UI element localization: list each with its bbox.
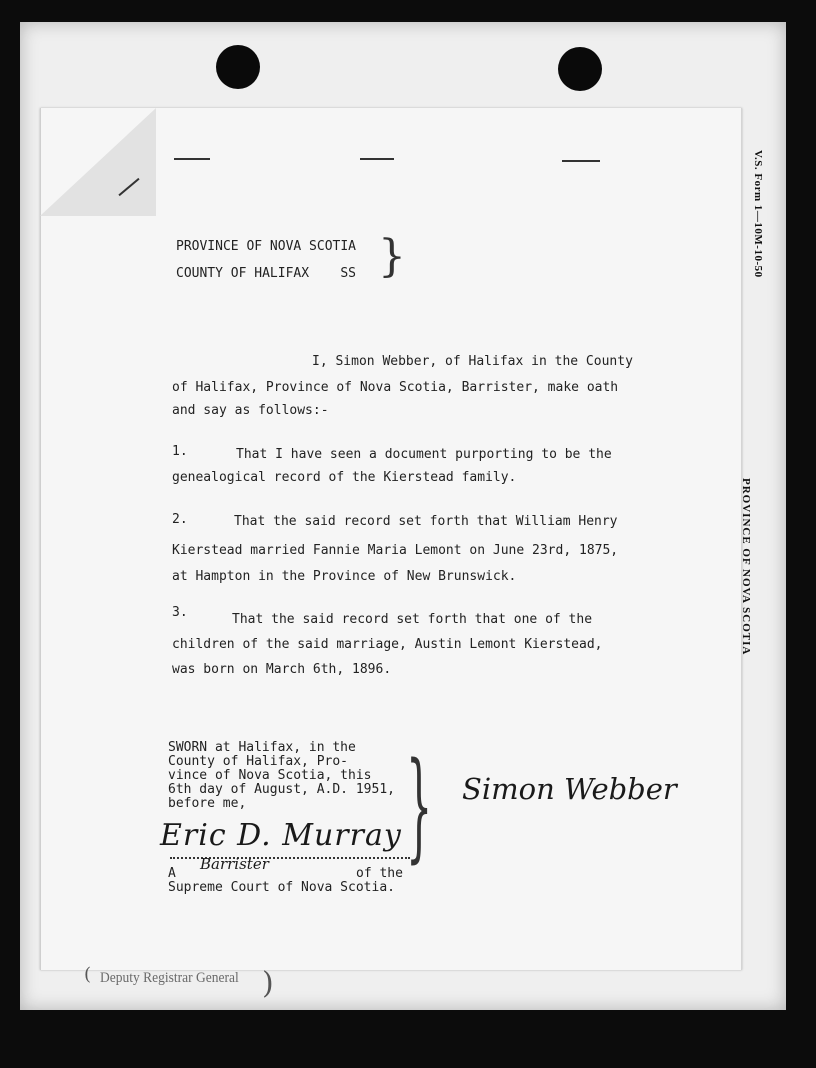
intro-line: of Halifax, Province of Nova Scotia, Barrister, make oath — [172, 380, 619, 395]
venue-province: PROVINCE OF NOVA SCOTIA — [176, 239, 357, 254]
punch-hole-right — [558, 47, 602, 91]
jurat-line: vince of Nova Scotia, this — [168, 768, 372, 783]
deponent-signature: Simon Webber — [462, 772, 677, 806]
paragraph-line: That I have seen a document purporting to be the — [236, 447, 612, 462]
venue-brace: } — [378, 231, 406, 282]
paragraph-number: 2. — [172, 512, 188, 527]
commissioner-of: of the — [356, 866, 403, 881]
jurat-line: 6th day of August, A.D. 1951, — [168, 782, 395, 797]
staple-mark — [562, 160, 600, 162]
jurat-line: SWORN at Halifax, in the — [168, 740, 356, 755]
intro-line: and say as follows:- — [172, 403, 329, 418]
stray-mark: ( — [84, 964, 92, 985]
commissioner-title: Barrister — [200, 855, 269, 873]
paragraph-line: That the said record set forth that William Henry — [234, 514, 618, 529]
jurat-brace: } — [406, 736, 433, 874]
paragraph-number: 1. — [172, 444, 188, 459]
commissioner-signature: Eric D. Murray — [160, 818, 402, 853]
paragraph-line: was born on March 6th, 1896. — [172, 662, 392, 677]
intro-line: I, Simon Webber, of Halifax in the County — [312, 354, 633, 369]
paragraph-number: 3. — [172, 605, 188, 620]
punch-hole-left — [216, 45, 260, 89]
staple-mark — [174, 158, 210, 160]
jurat-line: before me, — [168, 796, 247, 811]
court-name: Supreme Court of Nova Scotia. — [168, 880, 395, 895]
paragraph-line: children of the said marriage, Austin Lemont Kierstead, — [172, 637, 603, 652]
stray-mark: ) — [262, 966, 274, 1001]
form-code: V.S. Form 1—10M-10-50 — [752, 150, 764, 278]
commissioner-a: A — [168, 866, 176, 881]
registrar-stamp: Deputy Registrar General — [100, 970, 239, 986]
paragraph-line: Kierstead married Fannie Maria Lemont on June 23rd, 1875, — [172, 543, 619, 558]
paragraph-line: at Hampton in the Province of New Brunswick. — [172, 569, 517, 584]
side-province-label: PROVINCE OF NOVA SCOTIA — [740, 478, 752, 656]
paragraph-line: genealogical record of the Kierstead family. — [172, 470, 517, 485]
staple-mark — [360, 158, 394, 160]
jurat-line: County of Halifax, Pro- — [168, 754, 349, 769]
paragraph-line: That the said record set forth that one of the — [232, 612, 593, 627]
venue-county: COUNTY OF HALIFAX SS — [176, 266, 357, 281]
